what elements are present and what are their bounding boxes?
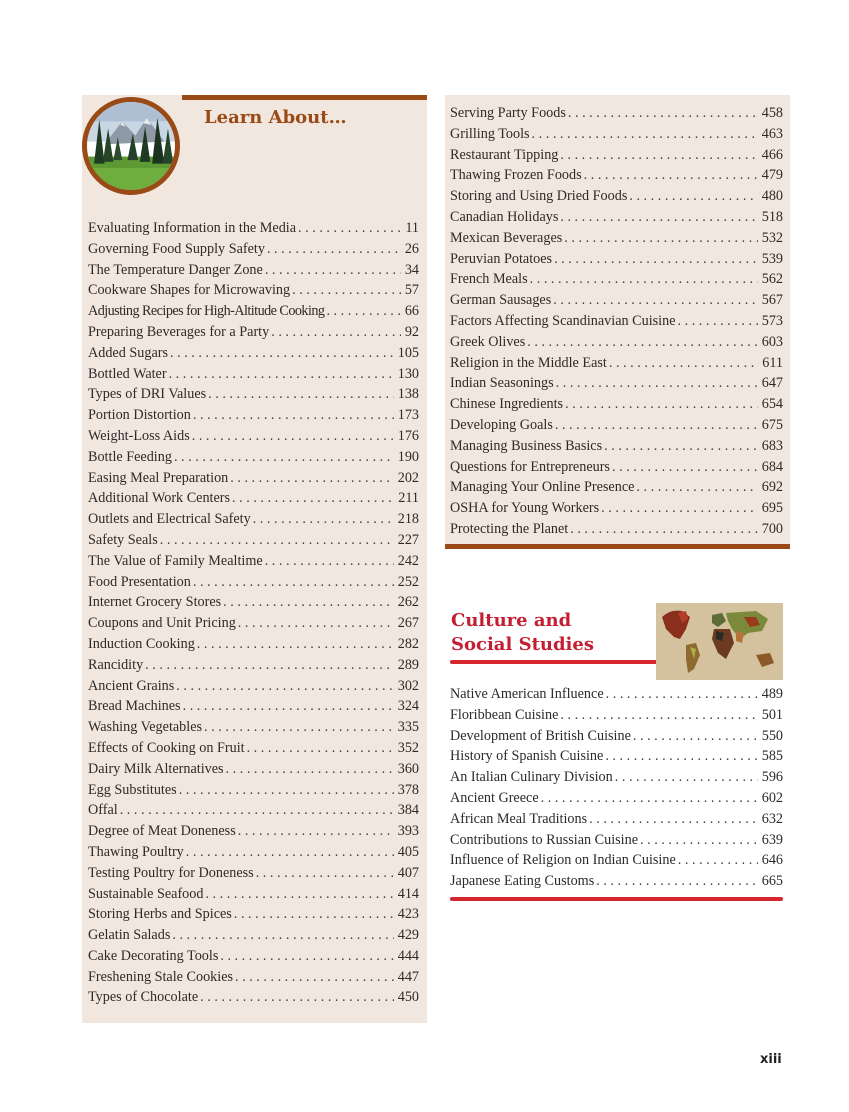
toc-entry[interactable]: Developing Goals . . . 675 [450, 417, 783, 438]
toc-entry[interactable]: Safety Seals . . . 227 [88, 532, 419, 553]
spice-world-map-photo [656, 603, 783, 680]
dot-leader [271, 324, 401, 341]
dot-leader [204, 719, 394, 736]
toc-entry[interactable]: Bread Machines . . . 324 [88, 698, 419, 719]
toc-entry[interactable]: Washing Vegetables . . . 335 [88, 719, 419, 740]
dot-leader [604, 438, 758, 455]
toc-entry[interactable]: Induction Cooking . . . 282 [88, 636, 419, 657]
learn-about-continued-list [450, 105, 783, 542]
dot-leader [556, 375, 758, 392]
dot-leader [223, 594, 394, 611]
toc-entry[interactable]: Thawing Frozen Foods . . . 479 [450, 167, 783, 188]
dot-leader [160, 532, 394, 549]
dot-leader [200, 989, 394, 1006]
toc-entry[interactable]: History of Spanish Cuisine . . . 585 [450, 748, 783, 769]
toc-entry[interactable]: Types of DRI Values . . . 138 [88, 386, 419, 407]
dot-leader [601, 500, 758, 517]
toc-entry[interactable]: Effects of Cooking on Fruit . . . 352 [88, 740, 419, 761]
dot-leader [555, 417, 758, 434]
toc-entry[interactable]: Evaluating Information in the Media . . . 11 [88, 220, 419, 241]
learn-about-list [88, 220, 419, 1010]
toc-entry[interactable]: Development of British Cuisine . . . 550 [450, 728, 783, 749]
toc-entry[interactable]: Cookware Shapes for Microwaving . . . 57 [88, 282, 419, 303]
dot-leader [612, 459, 758, 476]
dot-leader [169, 366, 394, 383]
dot-leader [560, 209, 757, 226]
culture-heading: Culture and Social Studies [451, 610, 594, 655]
toc-entry[interactable]: Portion Distortion . . . 173 [88, 407, 419, 428]
page-number: xiii [760, 1052, 782, 1067]
toc-entry[interactable]: Coupons and Unit Pricing . . . 267 [88, 615, 419, 636]
toc-entry[interactable]: French Meals . . . 562 [450, 271, 783, 292]
toc-entry[interactable]: Additional Work Centers . . . 211 [88, 490, 419, 511]
toc-entry[interactable]: Restaurant Tipping . . . 466 [450, 147, 783, 168]
toc-entry[interactable]: The Value of Family Mealtime . . . 242 [88, 553, 419, 574]
dot-leader [238, 823, 394, 840]
toc-entry[interactable]: OSHA for Young Workers . . . 695 [450, 500, 783, 521]
dot-leader [120, 802, 394, 819]
toc-entry[interactable]: Ancient Grains . . . 302 [88, 678, 419, 699]
dot-leader [292, 282, 401, 299]
toc-entry[interactable]: Canadian Holidays . . . 518 [450, 209, 783, 230]
toc-entry[interactable]: Mexican Beverages . . . 532 [450, 230, 783, 251]
dot-leader [208, 386, 394, 403]
toc-entry[interactable]: Factors Affecting Scandinavian Cuisine . . . 573 [450, 313, 783, 334]
dot-leader [609, 355, 758, 372]
toc-entry[interactable]: Rancidity . . . 289 [88, 657, 419, 678]
dot-leader [235, 969, 394, 986]
toc-entry[interactable]: Indian Seasonings . . . 647 [450, 375, 783, 396]
dot-leader [568, 105, 758, 122]
dot-leader [532, 126, 758, 143]
toc-entry[interactable]: Sustainable Seafood . . . 414 [88, 886, 419, 907]
dot-leader [560, 147, 757, 164]
culture-bottom-rule [450, 897, 783, 901]
dot-leader [179, 782, 394, 799]
toc-entry[interactable]: Bottled Water . . . 130 [88, 366, 419, 387]
toc-entry[interactable]: Contributions to Russian Cuisine . . . 639 [450, 832, 783, 853]
dot-leader [174, 449, 394, 466]
toc-entry[interactable]: Weight-Loss Aids . . . 176 [88, 428, 419, 449]
toc-entry[interactable]: Storing and Using Dried Foods . . . 480 [450, 188, 783, 209]
dot-leader [554, 251, 758, 268]
toc-entry[interactable]: Easing Meal Preparation . . . 202 [88, 470, 419, 491]
dot-leader [186, 844, 394, 861]
toc-entry[interactable]: Types of Chocolate . . . 450 [88, 989, 419, 1010]
dot-leader [541, 790, 758, 807]
dot-leader [193, 574, 394, 591]
dot-leader [605, 748, 757, 765]
dot-leader [193, 407, 394, 424]
dot-leader [145, 657, 394, 674]
toc-entry[interactable]: Religion in the Middle East . . . 611 [450, 355, 783, 376]
toc-entry[interactable]: Freshening Stale Cookies . . . 447 [88, 969, 419, 990]
toc-entry[interactable]: Degree of Meat Doneness . . . 393 [88, 823, 419, 844]
toc-entry[interactable]: Offal . . . 384 [88, 802, 419, 823]
dot-leader [253, 511, 394, 528]
toc-entry[interactable]: Serving Party Foods . . . 458 [450, 105, 783, 126]
dot-leader [636, 479, 757, 496]
dot-leader [629, 188, 757, 205]
dot-leader [678, 852, 758, 869]
dot-leader [265, 553, 394, 570]
dot-leader [589, 811, 758, 828]
toc-entry[interactable]: Ancient Greece . . . 602 [450, 790, 783, 811]
dot-leader [176, 678, 393, 695]
dot-leader [298, 220, 401, 237]
dot-leader [234, 906, 394, 923]
dot-leader [192, 428, 394, 445]
culture-heading-rule [450, 660, 660, 664]
dot-leader [633, 728, 758, 745]
culture-list [450, 686, 783, 894]
dot-leader [183, 698, 394, 715]
dot-leader [205, 886, 393, 903]
dot-leader [678, 313, 758, 330]
dot-leader [596, 873, 758, 890]
panel-bottom-rule [445, 544, 790, 549]
toc-entry[interactable]: Managing Business Basics . . . 683 [450, 438, 783, 459]
dot-leader [247, 740, 394, 757]
toc-entry[interactable]: Testing Poultry for Doneness . . . 407 [88, 865, 419, 886]
toc-entry[interactable]: Outlets and Electrical Safety . . . 218 [88, 511, 419, 532]
toc-entry[interactable]: Food Presentation . . . 252 [88, 574, 419, 595]
dot-leader [230, 470, 393, 487]
toc-entry[interactable]: Internet Grocery Stores . . . 262 [88, 594, 419, 615]
toc-entry[interactable]: Managing Your Online Presence . . . 692 [450, 479, 783, 500]
dot-leader [564, 230, 757, 247]
toc-entry[interactable]: Bottle Feeding . . . 190 [88, 449, 419, 470]
mountain-meadow-photo [82, 97, 180, 195]
toc-entry[interactable]: Influence of Religion on Indian Cuisine . . . 646 [450, 852, 783, 873]
dot-leader [226, 761, 394, 778]
toc-entry[interactable]: Japanese Eating Customs . . . 665 [450, 873, 783, 894]
toc-entry[interactable]: Gelatin Salads . . . 429 [88, 927, 419, 948]
toc-entry[interactable]: Questions for Entrepreneurs . . . 684 [450, 459, 783, 480]
toc-entry[interactable]: Protecting the Planet . . . 700 [450, 521, 783, 542]
toc-entry[interactable]: Peruvian Potatoes . . . 539 [450, 251, 783, 272]
toc-entry[interactable]: German Sausages . . . 567 [450, 292, 783, 313]
toc-entry[interactable]: Cake Decorating Tools . . . 444 [88, 948, 419, 969]
dot-leader [267, 241, 401, 258]
panel-top-rule [182, 95, 427, 100]
toc-entry[interactable]: Added Sugars . . . 105 [88, 345, 419, 366]
dot-leader [530, 271, 758, 288]
dot-leader [560, 707, 757, 724]
dot-leader [606, 686, 758, 703]
dot-leader [527, 334, 757, 351]
learn-about-heading: Learn About… [204, 107, 347, 128]
toc-entry[interactable]: Dairy Milk Alternatives . . . 360 [88, 761, 419, 782]
dot-leader [640, 832, 758, 849]
dot-leader [565, 396, 758, 413]
dot-leader [326, 303, 400, 320]
toc-entry[interactable]: African Meal Traditions . . . 632 [450, 811, 783, 832]
toc-entry[interactable]: Adjusting Recipes for High-Altitude Cooking . . . 66 [88, 303, 419, 324]
dot-leader [170, 345, 394, 362]
dot-leader [553, 292, 757, 309]
toc-entry[interactable]: Greek Olives . . . 603 [450, 334, 783, 355]
dot-leader [256, 865, 394, 882]
toc-entry[interactable]: Grilling Tools . . . 463 [450, 126, 783, 147]
dot-leader [238, 615, 394, 632]
toc-entry[interactable]: Egg Substitutes . . . 378 [88, 782, 419, 803]
toc-entry[interactable]: An Italian Culinary Division . . . 596 [450, 769, 783, 790]
toc-entry[interactable]: Floribbean Cuisine . . . 501 [450, 707, 783, 728]
dot-leader [584, 167, 758, 184]
dot-leader [570, 521, 758, 538]
toc-entry[interactable]: Preparing Beverages for a Party . . . 92 [88, 324, 419, 345]
toc-entry[interactable]: The Temperature Danger Zone . . . 34 [88, 262, 419, 283]
dot-leader [615, 769, 758, 786]
dot-leader [265, 262, 401, 279]
toc-entry[interactable]: Native American Influence . . . 489 [450, 686, 783, 707]
toc-entry[interactable]: Governing Food Supply Safety . . . 26 [88, 241, 419, 262]
dot-leader [232, 490, 394, 507]
dot-leader [197, 636, 394, 653]
dot-leader [220, 948, 393, 965]
dot-leader [172, 927, 393, 944]
toc-entry[interactable]: Storing Herbs and Spices . . . 423 [88, 906, 419, 927]
toc-entry[interactable]: Thawing Poultry . . . 405 [88, 844, 419, 865]
toc-entry[interactable]: Chinese Ingredients . . . 654 [450, 396, 783, 417]
